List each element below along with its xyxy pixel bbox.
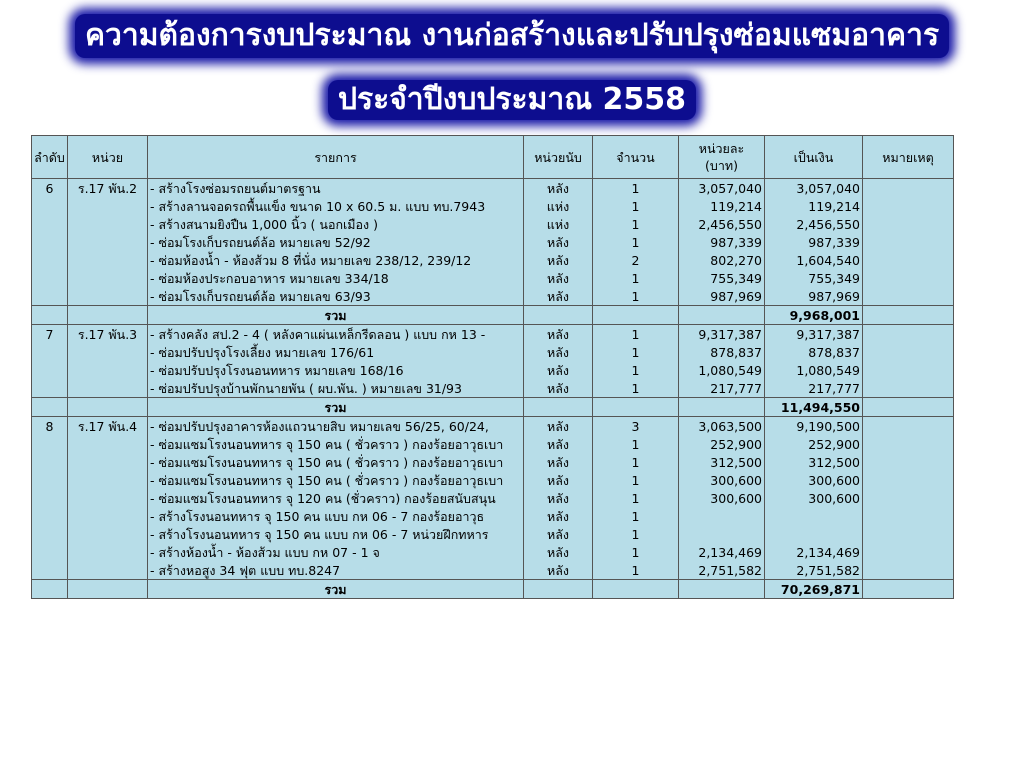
table-row — [32, 287, 954, 306]
cell-no — [32, 361, 68, 379]
table-row — [32, 471, 954, 489]
table-row — [32, 215, 954, 233]
cell-item: - สร้างโรงซ่อมรถยนต์มาตรฐาน — [148, 179, 524, 198]
cell-qty: 1 — [593, 453, 679, 471]
table-sum-row — [32, 306, 954, 325]
sum-empty-cell — [863, 306, 954, 325]
cell-item: - ซ่อมปรับปรุงโรงเลี้ยง หมายเลข 176/61 — [148, 343, 524, 361]
cell-unit — [68, 343, 148, 361]
cell-qty: 2 — [593, 251, 679, 269]
cell-measure: หลัง — [524, 233, 593, 251]
cell-unit — [68, 525, 148, 543]
cell-unit — [68, 251, 148, 269]
cell-item: - สร้างหอสูง 34 ฟุต แบบ ทบ.8247 — [148, 561, 524, 580]
cell-measure: หลัง — [524, 489, 593, 507]
cell-remark — [863, 325, 954, 344]
sum-empty-cell — [68, 398, 148, 417]
sum-label: รวม — [148, 580, 524, 599]
table-row — [32, 417, 954, 436]
cell-item: - ซ่อมห้องประกอบอาหาร หมายเลข 334/18 — [148, 269, 524, 287]
cell-remark — [863, 471, 954, 489]
cell-remark — [863, 361, 954, 379]
cell-unit: ร.17 พัน.4 — [68, 417, 148, 436]
cell-price: 217,777 — [679, 379, 765, 398]
cell-remark — [863, 435, 954, 453]
cell-no: 8 — [32, 417, 68, 436]
header-unit: หน่วย — [68, 136, 148, 179]
table-row — [32, 453, 954, 471]
cell-qty: 1 — [593, 325, 679, 344]
cell-amount — [765, 507, 863, 525]
cell-qty: 1 — [593, 379, 679, 398]
cell-qty: 1 — [593, 269, 679, 287]
cell-no — [32, 489, 68, 507]
cell-no — [32, 561, 68, 580]
cell-amount: 300,600 — [765, 471, 863, 489]
cell-unit — [68, 489, 148, 507]
cell-item: - สร้างคลัง สป.2 - 4 ( หลังคาแผ่นเหล็กรีดลอน ) แบบ กห 13 - — [148, 325, 524, 344]
sum-value: 9,968,001 — [765, 306, 863, 325]
cell-amount: 878,837 — [765, 343, 863, 361]
cell-amount: 119,214 — [765, 197, 863, 215]
sum-empty-cell — [32, 398, 68, 417]
sum-empty-cell — [863, 580, 954, 599]
sum-label: รวม — [148, 306, 524, 325]
cell-unit — [68, 197, 148, 215]
cell-price: 300,600 — [679, 489, 765, 507]
cell-price: 119,214 — [679, 197, 765, 215]
cell-price — [679, 525, 765, 543]
cell-amount: 755,349 — [765, 269, 863, 287]
cell-measure: หลัง — [524, 561, 593, 580]
cell-price: 987,339 — [679, 233, 765, 251]
cell-price: 312,500 — [679, 453, 765, 471]
cell-remark — [863, 215, 954, 233]
cell-item: - สร้างลานจอดรถพื้นแข็ง ขนาด 10 x 60.5 ม. แบบ ทบ.7943 — [148, 197, 524, 215]
table-row — [32, 525, 954, 543]
cell-no — [32, 435, 68, 453]
sum-empty-cell — [68, 580, 148, 599]
cell-no — [32, 287, 68, 306]
table-sum-row — [32, 580, 954, 599]
sum-empty-cell — [524, 580, 593, 599]
cell-measure: หลัง — [524, 379, 593, 398]
cell-item: - ซ่อมโรงเก็บรถยนต์ล้อ หมายเลข 52/92 — [148, 233, 524, 251]
sum-empty-cell — [68, 306, 148, 325]
sum-empty-cell — [593, 306, 679, 325]
cell-measure: หลัง — [524, 251, 593, 269]
table-row — [32, 197, 954, 215]
cell-unit — [68, 361, 148, 379]
sum-empty-cell — [524, 306, 593, 325]
cell-no: 6 — [32, 179, 68, 198]
cell-remark — [863, 525, 954, 543]
header-amount: เป็นเงิน — [765, 136, 863, 179]
cell-qty: 1 — [593, 561, 679, 580]
cell-amount: 1,604,540 — [765, 251, 863, 269]
cell-amount: 9,190,500 — [765, 417, 863, 436]
cell-item: - ซ่อมปรับปรุงบ้านพักนายพัน ( ผบ.พัน. ) หมายเลข 31/93 — [148, 379, 524, 398]
cell-qty: 1 — [593, 471, 679, 489]
cell-price: 9,317,387 — [679, 325, 765, 344]
cell-remark — [863, 561, 954, 580]
sum-empty-cell — [679, 398, 765, 417]
cell-item: - ซ่อมปรับปรุงโรงนอนทหาร หมายเลข 168/16 — [148, 361, 524, 379]
cell-item: - ซ่อมแซมโรงนอนทหาร จุ 150 คน ( ชั่วคราว ) กองร้อยอาวุธเบา — [148, 453, 524, 471]
cell-price: 878,837 — [679, 343, 765, 361]
cell-measure: หลัง — [524, 435, 593, 453]
table-row — [32, 435, 954, 453]
sum-value: 70,269,871 — [765, 580, 863, 599]
cell-price: 3,057,040 — [679, 179, 765, 198]
cell-measure: หลัง — [524, 287, 593, 306]
sum-label: รวม — [148, 398, 524, 417]
table-row — [32, 507, 954, 525]
cell-amount: 217,777 — [765, 379, 863, 398]
cell-unit — [68, 543, 148, 561]
sum-empty-cell — [679, 306, 765, 325]
cell-no — [32, 379, 68, 398]
cell-no — [32, 197, 68, 215]
cell-item: - สร้างโรงนอนทหาร จุ 150 คน แบบ กห 06 - 7 กองร้อยอาวุธ — [148, 507, 524, 525]
cell-qty: 1 — [593, 525, 679, 543]
cell-no — [32, 507, 68, 525]
cell-qty: 1 — [593, 343, 679, 361]
cell-amount: 3,057,040 — [765, 179, 863, 198]
cell-remark — [863, 343, 954, 361]
cell-no: 7 — [32, 325, 68, 344]
cell-amount: 2,751,582 — [765, 561, 863, 580]
cell-qty: 3 — [593, 417, 679, 436]
cell-unit — [68, 215, 148, 233]
cell-remark — [863, 179, 954, 198]
cell-remark — [863, 453, 954, 471]
cell-no — [32, 343, 68, 361]
cell-measure: หลัง — [524, 361, 593, 379]
cell-price: 2,134,469 — [679, 543, 765, 561]
cell-price: 755,349 — [679, 269, 765, 287]
cell-item: - ซ่อมแซมโรงนอนทหาร จุ 150 คน ( ชั่วคราว ) กองร้อยอาวุธเบา — [148, 471, 524, 489]
cell-unit: ร.17 พัน.2 — [68, 179, 148, 198]
header-item: รายการ — [148, 136, 524, 179]
cell-qty: 1 — [593, 361, 679, 379]
cell-unit — [68, 561, 148, 580]
cell-remark — [863, 233, 954, 251]
table-row — [32, 251, 954, 269]
cell-unit — [68, 507, 148, 525]
cell-measure: หลัง — [524, 343, 593, 361]
cell-amount: 2,456,550 — [765, 215, 863, 233]
cell-price: 3,063,500 — [679, 417, 765, 436]
cell-amount: 300,600 — [765, 489, 863, 507]
cell-unit — [68, 287, 148, 306]
sum-empty-cell — [593, 580, 679, 599]
table-row — [32, 269, 954, 287]
table-row — [32, 233, 954, 251]
cell-no — [32, 453, 68, 471]
cell-measure: หลัง — [524, 471, 593, 489]
cell-measure: หลัง — [524, 507, 593, 525]
table-header-row — [32, 136, 954, 179]
header-qty: จำนวน — [593, 136, 679, 179]
cell-unit — [68, 233, 148, 251]
cell-qty: 1 — [593, 287, 679, 306]
cell-qty: 1 — [593, 507, 679, 525]
cell-unit — [68, 453, 148, 471]
cell-amount: 252,900 — [765, 435, 863, 453]
cell-item: - ซ่อมแซมโรงนอนทหาร จุ 150 คน ( ชั่วคราว ) กองร้อยอาวุธเบา — [148, 435, 524, 453]
cell-no — [32, 525, 68, 543]
cell-amount: 2,134,469 — [765, 543, 863, 561]
cell-amount: 1,080,549 — [765, 361, 863, 379]
cell-item: - ซ่อมปรับปรุงอาคารห้องแถวนายสิบ หมายเลข 56/25, 60/24, — [148, 417, 524, 436]
cell-measure: แห่ง — [524, 197, 593, 215]
cell-no — [32, 471, 68, 489]
cell-qty: 1 — [593, 489, 679, 507]
header-measure: หน่วยนับ — [524, 136, 593, 179]
sum-empty-cell — [679, 580, 765, 599]
cell-remark — [863, 269, 954, 287]
cell-measure: หลัง — [524, 325, 593, 344]
table-sum-row — [32, 398, 954, 417]
table-row — [32, 489, 954, 507]
page-subtitle: ประจำปีงบประมาณ 2558 — [0, 80, 1024, 120]
budget-table — [31, 135, 954, 599]
cell-no — [32, 233, 68, 251]
cell-measure: หลัง — [524, 417, 593, 436]
sum-empty-cell — [863, 398, 954, 417]
cell-price: 2,456,550 — [679, 215, 765, 233]
cell-item: - ซ่อมโรงเก็บรถยนต์ล้อ หมายเลข 63/93 — [148, 287, 524, 306]
cell-amount — [765, 525, 863, 543]
cell-measure: หลัง — [524, 179, 593, 198]
cell-measure: แห่ง — [524, 215, 593, 233]
cell-no — [32, 251, 68, 269]
cell-amount: 312,500 — [765, 453, 863, 471]
cell-measure: หลัง — [524, 525, 593, 543]
cell-no — [32, 269, 68, 287]
sum-value: 11,494,550 — [765, 398, 863, 417]
sum-empty-cell — [32, 306, 68, 325]
cell-price: 802,270 — [679, 251, 765, 269]
table-row — [32, 325, 954, 344]
cell-amount: 987,969 — [765, 287, 863, 306]
table-row — [32, 543, 954, 561]
cell-no — [32, 215, 68, 233]
cell-measure: หลัง — [524, 543, 593, 561]
cell-remark — [863, 379, 954, 398]
cell-item: - สร้างห้องน้ำ - ห้องส้วม แบบ กห 07 - 1 จ — [148, 543, 524, 561]
cell-price: 987,969 — [679, 287, 765, 306]
cell-price: 300,600 — [679, 471, 765, 489]
cell-no — [32, 543, 68, 561]
cell-remark — [863, 251, 954, 269]
page-title: ความต้องการงบประมาณ งานก่อสร้างและปรับปรุงซ่อมแซมอาคาร — [0, 14, 1024, 58]
cell-remark — [863, 197, 954, 215]
header-no: ลำดับ — [32, 136, 68, 179]
table-row — [32, 361, 954, 379]
cell-remark — [863, 287, 954, 306]
cell-measure: หลัง — [524, 269, 593, 287]
cell-measure: หลัง — [524, 453, 593, 471]
cell-price — [679, 507, 765, 525]
cell-qty: 1 — [593, 233, 679, 251]
cell-unit — [68, 269, 148, 287]
cell-unit — [68, 435, 148, 453]
cell-remark — [863, 507, 954, 525]
sum-empty-cell — [32, 580, 68, 599]
cell-qty: 1 — [593, 215, 679, 233]
cell-item: - ซ่อมแซมโรงนอนทหาร จุ 120 คน (ชั่วคราว) กองร้อยสนับสนุน — [148, 489, 524, 507]
cell-unit: ร.17 พัน.3 — [68, 325, 148, 344]
cell-qty: 1 — [593, 543, 679, 561]
cell-item: - ซ่อมห้องน้ำ - ห้องส้วม 8 ที่นั่ง หมายเลข 238/12, 239/12 — [148, 251, 524, 269]
cell-unit — [68, 379, 148, 398]
cell-qty: 1 — [593, 179, 679, 198]
cell-qty: 1 — [593, 435, 679, 453]
cell-price: 1,080,549 — [679, 361, 765, 379]
cell-remark — [863, 489, 954, 507]
header-remark: หมายเหตุ — [863, 136, 954, 179]
sum-empty-cell — [593, 398, 679, 417]
cell-remark — [863, 543, 954, 561]
table-row — [32, 179, 954, 198]
cell-qty: 1 — [593, 197, 679, 215]
cell-price: 2,751,582 — [679, 561, 765, 580]
cell-unit — [68, 471, 148, 489]
cell-price: 252,900 — [679, 435, 765, 453]
table-row — [32, 561, 954, 580]
header-price: หน่วยละ (บาท) — [679, 136, 765, 179]
sum-empty-cell — [524, 398, 593, 417]
table-row — [32, 379, 954, 398]
cell-amount: 9,317,387 — [765, 325, 863, 344]
cell-item: - สร้างสนามยิงปืน 1,000 นิ้ว ( นอกเมือง ) — [148, 215, 524, 233]
cell-amount: 987,339 — [765, 233, 863, 251]
cell-remark — [863, 417, 954, 436]
cell-item: - สร้างโรงนอนทหาร จุ 150 คน แบบ กห 06 - 7 หน่วยฝึกทหาร — [148, 525, 524, 543]
table-row — [32, 343, 954, 361]
